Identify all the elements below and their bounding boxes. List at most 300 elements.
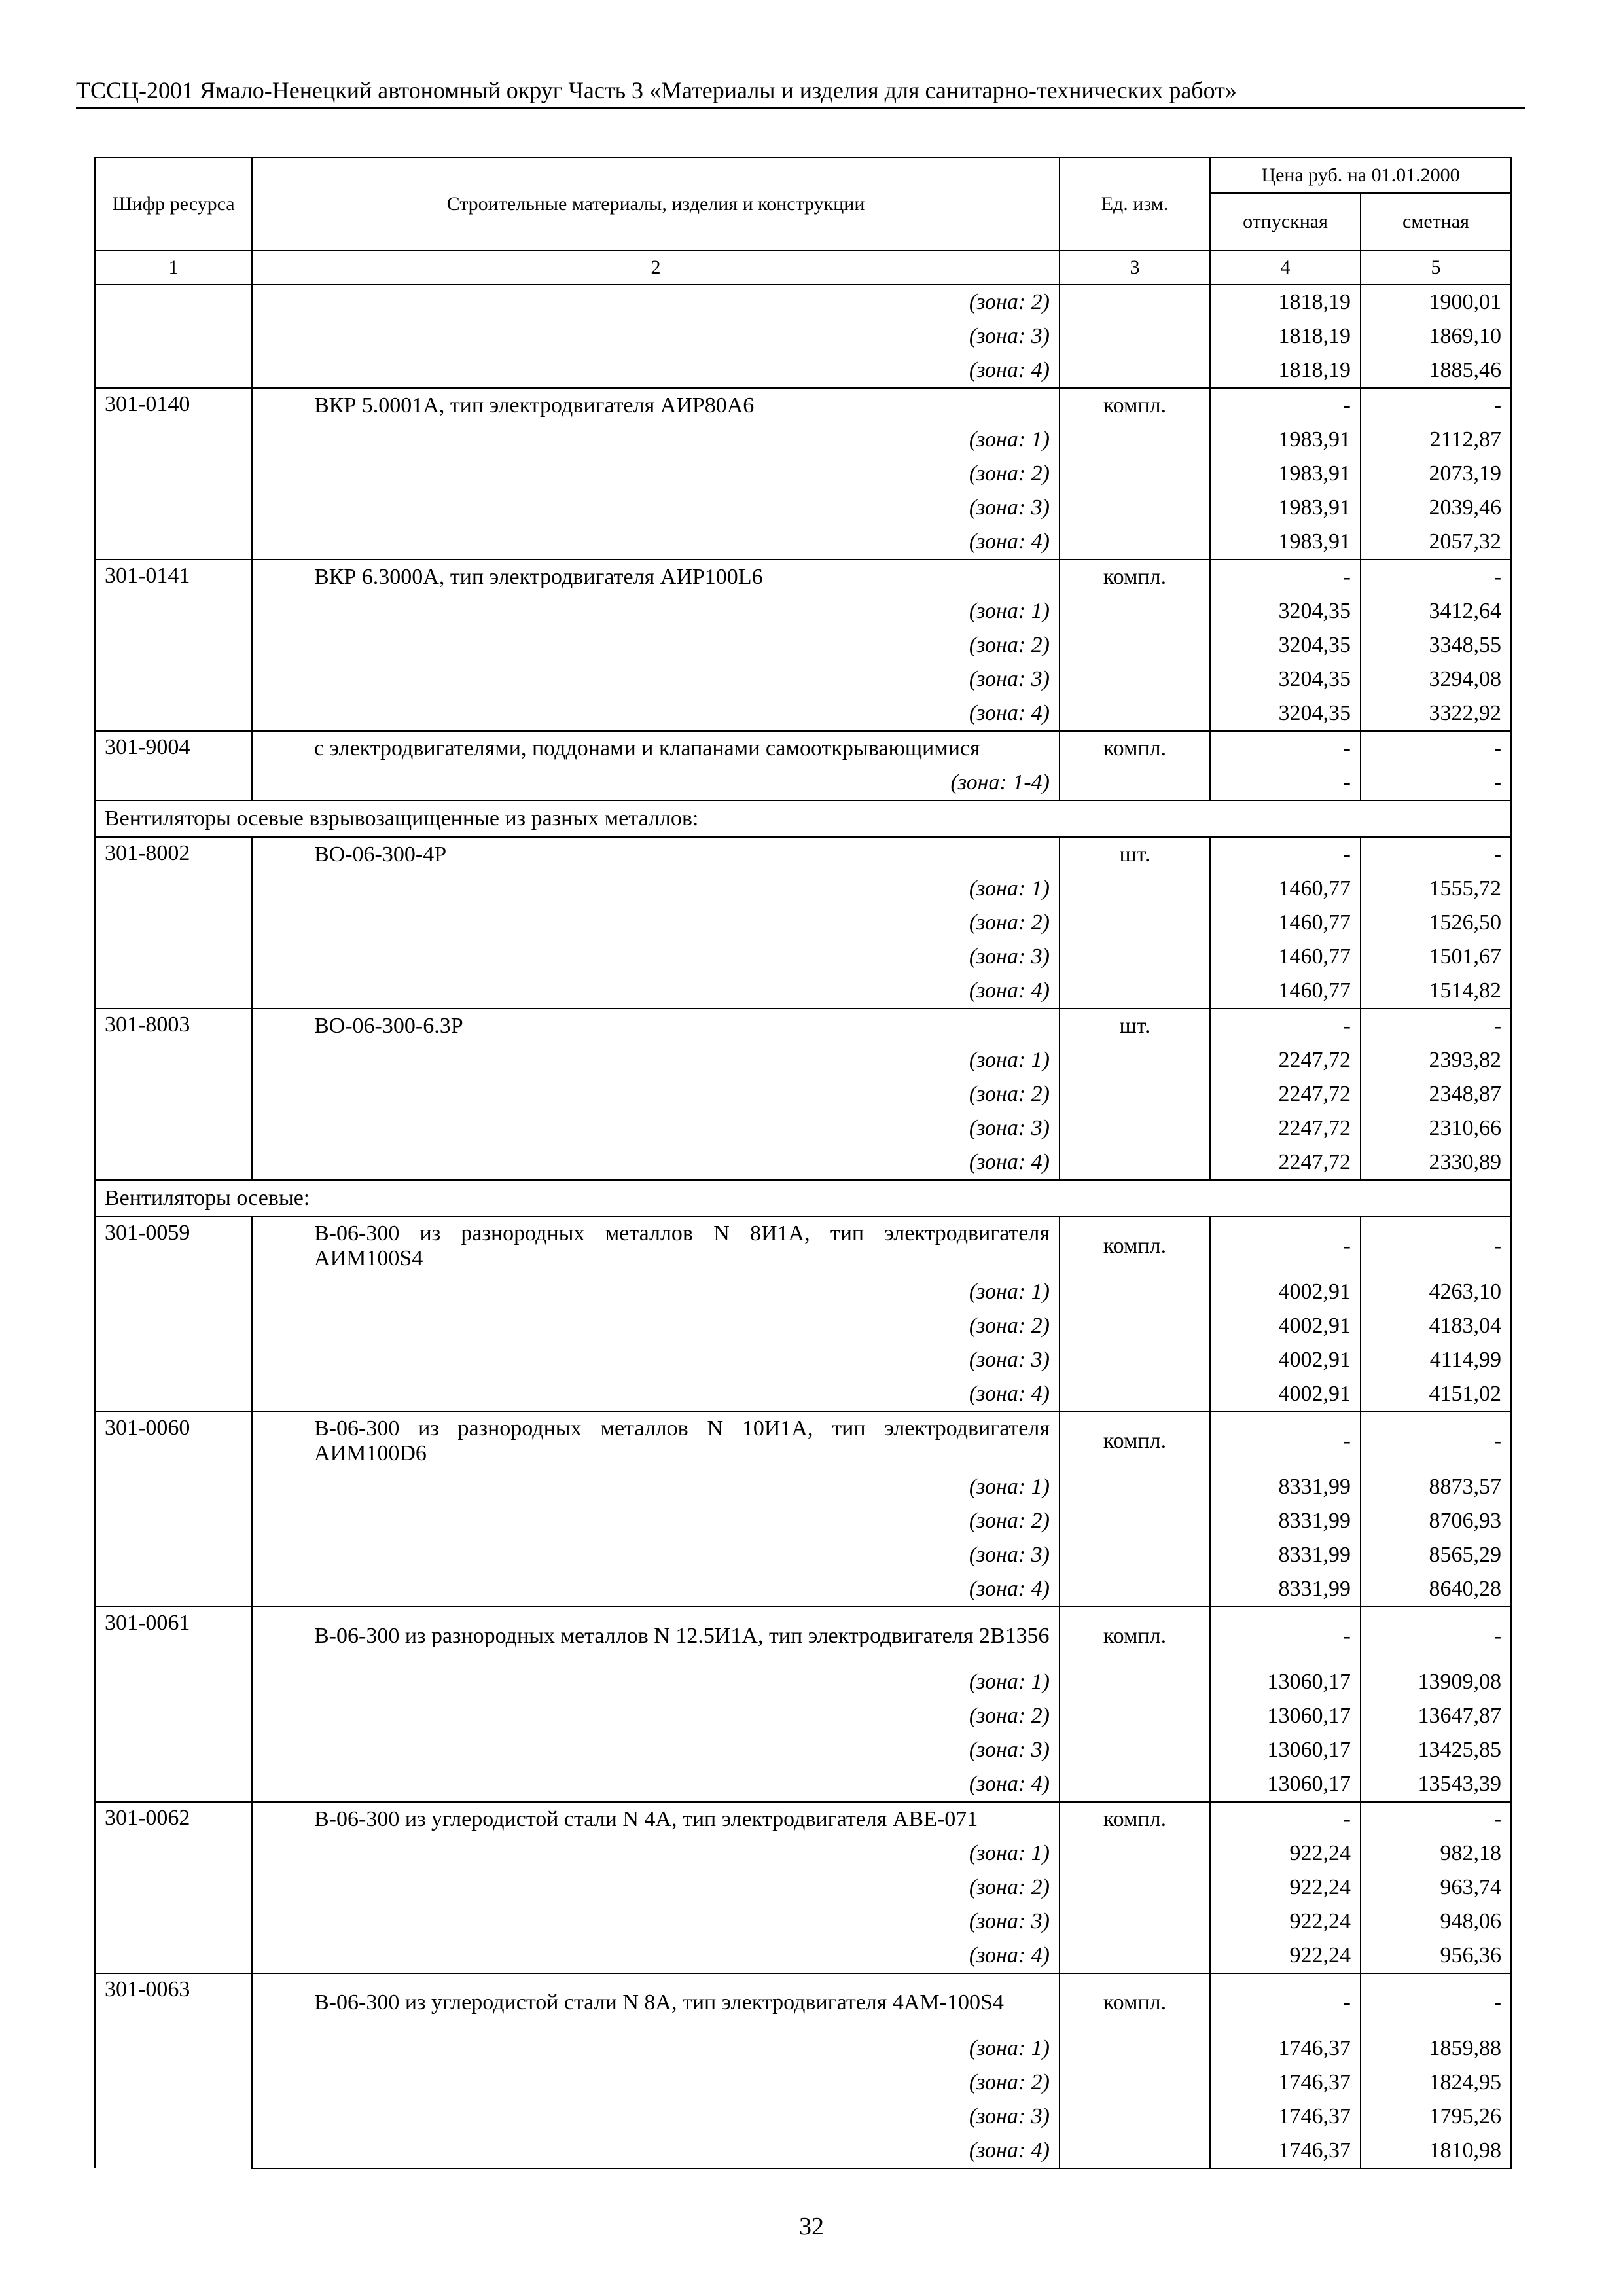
estimate-price: - — [1361, 1802, 1511, 1837]
release-price: 922,24 — [1210, 1939, 1361, 1973]
zone-row — [95, 1939, 1511, 1973]
zone-row — [95, 2066, 1511, 2100]
release-price: 1746,37 — [1210, 2032, 1361, 2066]
group-heading-row — [95, 800, 1511, 837]
zone-label: (зона: 1) — [252, 872, 1060, 906]
zone-label: (зона: 4) — [252, 353, 1060, 388]
zone-row — [95, 319, 1511, 353]
zone-label: (зона: 1) — [252, 1043, 1060, 1077]
resource-entry — [95, 1607, 1511, 1802]
release-price: 13060,17 — [1210, 1665, 1361, 1699]
zone-row — [95, 1767, 1511, 1802]
estimate-price: 2112,87 — [1361, 423, 1511, 457]
unit-empty — [1060, 1343, 1210, 1377]
resource-name-cell — [252, 1973, 1060, 2032]
estimate-price: 2393,82 — [1361, 1043, 1511, 1077]
resource-name: ВКР 5.0001А, тип электродвигателя АИР80А6 — [314, 393, 755, 418]
unit-empty — [1060, 2100, 1210, 2134]
estimate-price: 13543,39 — [1361, 1767, 1511, 1802]
unit-empty — [1060, 1538, 1210, 1572]
release-price: 922,24 — [1210, 1905, 1361, 1939]
resource-name: ВКР 6.3000А, тип электродвигателя АИР100L6 — [314, 565, 763, 589]
table-row — [95, 1217, 1511, 1275]
release-price: 1818,19 — [1210, 353, 1361, 388]
unit-empty — [1060, 906, 1210, 940]
unit-empty — [1060, 1309, 1210, 1343]
unit: шт. — [1060, 837, 1210, 872]
estimate-price: 956,36 — [1361, 1939, 1511, 1973]
zone-label: (зона: 4) — [252, 2134, 1060, 2168]
estimate-price: 8706,93 — [1361, 1504, 1511, 1538]
resource-code: 301-0063 — [95, 1973, 252, 2168]
group-heading: Вентиляторы осевые взрывозащищенные из разных металлов: — [95, 800, 1511, 837]
release-price: 2247,72 — [1210, 1043, 1361, 1077]
unit-empty — [1060, 1665, 1210, 1699]
estimate-price: - — [1361, 837, 1511, 872]
zone-row — [95, 1470, 1511, 1504]
unit-empty — [1060, 423, 1210, 457]
unit: компл. — [1060, 1973, 1210, 2032]
release-price: 4002,91 — [1210, 1309, 1361, 1343]
table-row — [95, 837, 1511, 872]
unit-empty — [1060, 2032, 1210, 2066]
estimate-price: 3412,64 — [1361, 594, 1511, 628]
zone-label: (зона: 4) — [252, 974, 1060, 1009]
zone-row — [95, 1733, 1511, 1767]
unit-empty — [1060, 1767, 1210, 1802]
zone-label: (зона: 2) — [252, 457, 1060, 491]
resource-code: 301-0062 — [95, 1802, 252, 1973]
release-price: 4002,91 — [1210, 1275, 1361, 1309]
table-row — [95, 1412, 1511, 1470]
release-price: - — [1210, 1412, 1361, 1470]
estimate-price: - — [1361, 388, 1511, 423]
unit-empty — [1060, 285, 1210, 319]
table-row — [95, 1607, 1511, 1665]
estimate-price: 8873,57 — [1361, 1470, 1511, 1504]
release-price: 1818,19 — [1210, 285, 1361, 319]
estimate-price: - — [1361, 560, 1511, 594]
zone-row — [95, 1665, 1511, 1699]
zone-row — [95, 457, 1511, 491]
release-price: 4002,91 — [1210, 1377, 1361, 1412]
unit: компл. — [1060, 1412, 1210, 1470]
col-number: 1 — [95, 251, 252, 285]
resource-name-cell — [252, 837, 1060, 872]
table-row — [95, 388, 1511, 423]
zone-row — [95, 491, 1511, 525]
unit-empty — [1060, 525, 1210, 560]
release-price: 1983,91 — [1210, 491, 1361, 525]
zone-label: (зона: 3) — [252, 940, 1060, 974]
release-price: 3204,35 — [1210, 628, 1361, 662]
estimate-price: 13909,08 — [1361, 1665, 1511, 1699]
zone-label: (зона: 3) — [252, 1733, 1060, 1767]
zone-row — [95, 1043, 1511, 1077]
release-price: 1460,77 — [1210, 906, 1361, 940]
zone-label: (зона: 4) — [252, 1572, 1060, 1607]
release-price: 1983,91 — [1210, 457, 1361, 491]
zone-label: (зона: 4) — [252, 1377, 1060, 1412]
zone-label: (зона: 2) — [252, 628, 1060, 662]
release-price: - — [1210, 1217, 1361, 1275]
unit: компл. — [1060, 560, 1210, 594]
col-header-code: Шифр ресурса — [95, 158, 252, 251]
resource-code: 301-0141 — [95, 560, 252, 731]
resource-entry — [95, 560, 1511, 731]
release-price: 3204,35 — [1210, 594, 1361, 628]
release-price: 8331,99 — [1210, 1572, 1361, 1607]
resource-code: 301-0061 — [95, 1607, 252, 1802]
zone-label: (зона: 3) — [252, 1538, 1060, 1572]
table-row — [95, 731, 1511, 766]
resource-code: 301-8002 — [95, 837, 252, 1009]
estimate-price: 1501,67 — [1361, 940, 1511, 974]
unit-empty — [1060, 1837, 1210, 1871]
release-price: 1460,77 — [1210, 872, 1361, 906]
estimate-price: 1900,01 — [1361, 285, 1511, 319]
estimate-price: 2057,32 — [1361, 525, 1511, 560]
unit-empty — [1060, 1871, 1210, 1905]
unit: компл. — [1060, 1217, 1210, 1275]
resource-name: В-06-300 из углеродистой стали N 4А, тип электродвигателя АВЕ-071 — [314, 1807, 978, 1831]
release-price: 3204,35 — [1210, 662, 1361, 696]
zone-label: (зона: 3) — [252, 319, 1060, 353]
zone-label: (зона: 1) — [252, 2032, 1060, 2066]
zone-row — [95, 285, 1511, 319]
zone-label: (зона: 3) — [252, 491, 1060, 525]
resource-entry — [95, 388, 1511, 560]
resource-entry — [95, 731, 1511, 800]
estimate-price: - — [1361, 731, 1511, 766]
col-header-price: Цена руб. на 01.01.2000 — [1210, 158, 1511, 193]
unit-empty — [1060, 2066, 1210, 2100]
zone-label: (зона: 1) — [252, 1470, 1060, 1504]
estimate-price: 1824,95 — [1361, 2066, 1511, 2100]
table-row — [95, 560, 1511, 594]
release-price: - — [1210, 1973, 1361, 2032]
estimate-price: 1555,72 — [1361, 872, 1511, 906]
zone-label: (зона: 1) — [252, 1275, 1060, 1309]
table-header — [95, 158, 1511, 285]
release-price: - — [1210, 388, 1361, 423]
zone-label: (зона: 2) — [252, 285, 1060, 319]
estimate-price: - — [1361, 1973, 1511, 2032]
table-row — [95, 1973, 1511, 2032]
resource-code: 301-0140 — [95, 388, 252, 560]
zone-label: (зона: 2) — [252, 1699, 1060, 1733]
resource-name: ВО-06-300-4Р — [314, 842, 447, 867]
unit: шт. — [1060, 1009, 1210, 1043]
group-heading-row — [95, 1180, 1511, 1217]
resource-name-cell — [252, 1802, 1060, 1837]
zone-row — [95, 1572, 1511, 1607]
estimate-price: 4183,04 — [1361, 1309, 1511, 1343]
zone-row — [95, 696, 1511, 731]
zone-label: (зона: 2) — [252, 1871, 1060, 1905]
release-price: 2247,72 — [1210, 1145, 1361, 1180]
estimate-price: 4114,99 — [1361, 1343, 1511, 1377]
zone-row — [95, 1145, 1511, 1180]
unit: компл. — [1060, 731, 1210, 766]
page-header: ТССЦ-2001 Ямало-Ненецкий автономный округ Часть 3 «Материалы и изделия для санитарно-технических работ» — [76, 73, 1525, 109]
zone-label: (зона: 3) — [252, 662, 1060, 696]
zone-row — [95, 766, 1511, 800]
zone-row — [95, 628, 1511, 662]
resource-name: ВО-06-300-6.3Р — [314, 1014, 463, 1038]
resource-name-cell — [252, 560, 1060, 594]
release-price: 2247,72 — [1210, 1111, 1361, 1145]
zone-label: (зона: 2) — [252, 2066, 1060, 2100]
zone-label: (зона: 2) — [252, 1309, 1060, 1343]
estimate-price: 13425,85 — [1361, 1733, 1511, 1767]
unit-empty — [1060, 696, 1210, 731]
col-header-unit: Ед. изм. — [1060, 158, 1210, 251]
col-number: 3 — [1060, 251, 1210, 285]
estimate-price: 1526,50 — [1361, 906, 1511, 940]
resource-entry — [95, 1802, 1511, 1973]
zone-row — [95, 1343, 1511, 1377]
resource-code: 301-9004 — [95, 731, 252, 800]
zone-row — [95, 662, 1511, 696]
release-price: 3204,35 — [1210, 696, 1361, 731]
unit-empty — [1060, 1504, 1210, 1538]
zone-row — [95, 940, 1511, 974]
zone-row — [95, 1309, 1511, 1343]
estimate-price: 1514,82 — [1361, 974, 1511, 1009]
estimate-price: 948,06 — [1361, 1905, 1511, 1939]
release-price: - — [1210, 731, 1361, 766]
zone-row — [95, 2134, 1511, 2168]
estimate-price: 2073,19 — [1361, 457, 1511, 491]
release-price: 8331,99 — [1210, 1538, 1361, 1572]
unit-empty — [1060, 1077, 1210, 1111]
zone-row — [95, 1837, 1511, 1871]
zone-row — [95, 872, 1511, 906]
unit-empty — [1060, 766, 1210, 800]
release-price: 922,24 — [1210, 1871, 1361, 1905]
release-price: 1746,37 — [1210, 2066, 1361, 2100]
estimate-price: 2039,46 — [1361, 491, 1511, 525]
resource-name: В-06-300 из разнородных металлов N 8И1А, тип электродвигателя АИМ100S4 — [314, 1221, 1050, 1270]
resource-code — [95, 285, 252, 388]
resource-name: В-06-300 из разнородных металлов N 12.5И1А, тип электродвигателя 2В1356 — [314, 1624, 1050, 1648]
estimate-price: - — [1361, 1009, 1511, 1043]
unit-empty — [1060, 1699, 1210, 1733]
zone-row — [95, 906, 1511, 940]
estimate-price: 1869,10 — [1361, 319, 1511, 353]
resource-entry — [95, 1412, 1511, 1607]
zone-label: (зона: 2) — [252, 1504, 1060, 1538]
zone-label: (зона: 3) — [252, 1905, 1060, 1939]
estimate-price: 2330,89 — [1361, 1145, 1511, 1180]
release-price: - — [1210, 1607, 1361, 1665]
col-header-release: отпускная — [1210, 193, 1361, 251]
release-price: 4002,91 — [1210, 1343, 1361, 1377]
zone-label: (зона: 1) — [252, 1665, 1060, 1699]
resource-entry — [95, 285, 1511, 388]
release-price: 1983,91 — [1210, 525, 1361, 560]
unit-empty — [1060, 628, 1210, 662]
col-number: 2 — [252, 251, 1060, 285]
page-number: 32 — [799, 2213, 824, 2240]
unit-empty — [1060, 872, 1210, 906]
resource-code: 301-0060 — [95, 1412, 252, 1607]
price-table — [94, 157, 1512, 2169]
zone-label: (зона: 3) — [252, 1343, 1060, 1377]
zone-row — [95, 1905, 1511, 1939]
zone-row — [95, 2100, 1511, 2134]
zone-label: (зона: 4) — [252, 525, 1060, 560]
resource-entry — [95, 837, 1511, 1009]
zone-row — [95, 1699, 1511, 1733]
estimate-price: 13647,87 — [1361, 1699, 1511, 1733]
col-number: 4 — [1210, 251, 1361, 285]
unit-empty — [1060, 662, 1210, 696]
zone-row — [95, 1377, 1511, 1412]
release-price: - — [1210, 1802, 1361, 1837]
release-price: 8331,99 — [1210, 1470, 1361, 1504]
release-price: - — [1210, 560, 1361, 594]
release-price: 13060,17 — [1210, 1767, 1361, 1802]
estimate-price: 2348,87 — [1361, 1077, 1511, 1111]
unit-empty — [1060, 1905, 1210, 1939]
zone-row — [95, 1871, 1511, 1905]
estimate-price: - — [1361, 1412, 1511, 1470]
zone-row — [95, 1111, 1511, 1145]
estimate-price: 4151,02 — [1361, 1377, 1511, 1412]
estimate-price: 8640,28 — [1361, 1572, 1511, 1607]
resource-name: В-06-300 из разнородных металлов N 10И1А, тип электродвигателя АИМ100D6 — [314, 1416, 1050, 1465]
zone-row — [95, 2032, 1511, 2066]
unit-empty — [1060, 1377, 1210, 1412]
estimate-price: 963,74 — [1361, 1871, 1511, 1905]
col-header-estimate: сметная — [1361, 193, 1511, 251]
estimate-price: - — [1361, 766, 1511, 800]
release-price: 1746,37 — [1210, 2100, 1361, 2134]
unit-empty — [1060, 2134, 1210, 2168]
unit-empty — [1060, 1111, 1210, 1145]
zone-row — [95, 1077, 1511, 1111]
release-price: 1983,91 — [1210, 423, 1361, 457]
zone-row — [95, 423, 1511, 457]
resource-entry — [95, 1973, 1511, 2168]
estimate-price: - — [1361, 1607, 1511, 1665]
zone-label: (зона: 2) — [252, 906, 1060, 940]
resource-name-cell — [252, 388, 1060, 423]
estimate-price: 982,18 — [1361, 1837, 1511, 1871]
release-price: 922,24 — [1210, 1837, 1361, 1871]
resource-entry — [95, 1217, 1511, 1412]
resource-name-cell — [252, 1607, 1060, 1665]
zone-row — [95, 1275, 1511, 1309]
zone-label: (зона: 1) — [252, 423, 1060, 457]
resource-code: 301-0059 — [95, 1217, 252, 1412]
resource-name: с электродвигателями, поддонами и клапанами самооткрывающимися — [314, 736, 980, 761]
zone-label: (зона: 2) — [252, 1077, 1060, 1111]
zone-label: (зона: 3) — [252, 1111, 1060, 1145]
zone-label: (зона: 4) — [252, 1767, 1060, 1802]
table-row — [95, 1802, 1511, 1837]
unit-empty — [1060, 1470, 1210, 1504]
zone-row — [95, 353, 1511, 388]
group-heading: Вентиляторы осевые: — [95, 1180, 1511, 1217]
zone-label: (зона: 3) — [252, 2100, 1060, 2134]
unit-empty — [1060, 1043, 1210, 1077]
release-price: 8331,99 — [1210, 1504, 1361, 1538]
unit: компл. — [1060, 1802, 1210, 1837]
col-number: 5 — [1361, 251, 1511, 285]
resource-name-cell — [252, 731, 1060, 766]
release-price: 1818,19 — [1210, 319, 1361, 353]
release-price: 13060,17 — [1210, 1733, 1361, 1767]
unit-empty — [1060, 353, 1210, 388]
estimate-price: 3322,92 — [1361, 696, 1511, 731]
zone-label: (зона: 4) — [252, 1939, 1060, 1973]
zone-label: (зона: 4) — [252, 1145, 1060, 1180]
unit-empty — [1060, 940, 1210, 974]
unit: компл. — [1060, 388, 1210, 423]
unit-empty — [1060, 1939, 1210, 1973]
zone-label: (зона: 4) — [252, 696, 1060, 731]
resource-name-cell — [252, 1009, 1060, 1043]
release-price: 13060,17 — [1210, 1699, 1361, 1733]
estimate-price: 1795,26 — [1361, 2100, 1511, 2134]
release-price: 2247,72 — [1210, 1077, 1361, 1111]
zone-label: (зона: 1) — [252, 1837, 1060, 1871]
resource-entry — [95, 1009, 1511, 1180]
estimate-price: 1859,88 — [1361, 2032, 1511, 2066]
unit-empty — [1060, 1572, 1210, 1607]
release-price: - — [1210, 837, 1361, 872]
estimate-price: 1885,46 — [1361, 353, 1511, 388]
zone-row — [95, 1504, 1511, 1538]
zone-row — [95, 1538, 1511, 1572]
zone-label: (зона: 1-4) — [252, 766, 1060, 800]
estimate-price: - — [1361, 1217, 1511, 1275]
unit-empty — [1060, 457, 1210, 491]
estimate-price: 4263,10 — [1361, 1275, 1511, 1309]
release-price: 1460,77 — [1210, 974, 1361, 1009]
resource-code: 301-8003 — [95, 1009, 252, 1180]
estimate-price: 2310,66 — [1361, 1111, 1511, 1145]
estimate-price: 3294,08 — [1361, 662, 1511, 696]
resource-name-cell — [252, 1217, 1060, 1275]
unit-empty — [1060, 594, 1210, 628]
unit-empty — [1060, 491, 1210, 525]
unit-empty — [1060, 1275, 1210, 1309]
zone-row — [95, 974, 1511, 1009]
resource-name: В-06-300 из углеродистой стали N 8А, тип электродвигателя 4АМ-100S4 — [314, 1990, 1004, 2015]
release-price: 1460,77 — [1210, 940, 1361, 974]
table-row — [95, 1009, 1511, 1043]
unit-empty — [1060, 319, 1210, 353]
zone-row — [95, 525, 1511, 560]
estimate-price: 8565,29 — [1361, 1538, 1511, 1572]
release-price: - — [1210, 1009, 1361, 1043]
resource-name-cell — [252, 1412, 1060, 1470]
release-price: 1746,37 — [1210, 2134, 1361, 2168]
estimate-price: 1810,98 — [1361, 2134, 1511, 2168]
col-header-name: Строительные материалы, изделия и конструкции — [252, 158, 1060, 251]
zone-row — [95, 594, 1511, 628]
unit: компл. — [1060, 1607, 1210, 1665]
unit-empty — [1060, 974, 1210, 1009]
estimate-price: 3348,55 — [1361, 628, 1511, 662]
unit-empty — [1060, 1733, 1210, 1767]
unit-empty — [1060, 1145, 1210, 1180]
release-price: - — [1210, 766, 1361, 800]
